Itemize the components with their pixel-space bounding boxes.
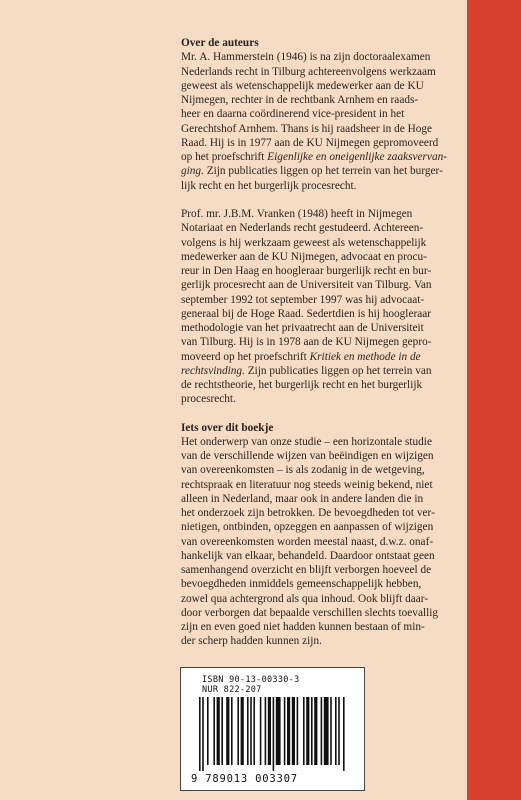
back-cover-text bbox=[181, 36, 467, 649]
text-line: alleen in Nederland, maar ook in andere landen die in bbox=[181, 492, 424, 505]
paragraph-book-summary bbox=[181, 435, 467, 649]
barcode-bar bbox=[247, 697, 249, 765]
text-line: moveerd op het proefschrift bbox=[181, 350, 310, 363]
thesis-title-italic: Eigenlijke en oneigenlijke zaaksvervan- bbox=[267, 151, 448, 163]
barcode-bar bbox=[335, 697, 337, 765]
barcode-bar bbox=[330, 697, 332, 765]
barcode-bar bbox=[199, 697, 201, 771]
text-line: van overeenkomsten – is als zodanig in de wetgeving, bbox=[181, 464, 425, 477]
text-line: procesrecht. bbox=[181, 393, 236, 406]
text-line: gerlijk procesrecht aan de Universiteit van Tilburg. Van bbox=[181, 279, 432, 292]
barcode-bar bbox=[321, 697, 323, 765]
barcode-bar bbox=[250, 697, 252, 765]
text-line: medewerker aan de KU Nijmegen, advocaat en procu- bbox=[181, 250, 427, 263]
text-line: geweest als wetenschappelijk medewerker aan de KU bbox=[181, 79, 424, 92]
barcode-bar bbox=[287, 697, 290, 765]
text-line: nietigen, ontbinden, opzeggen en aanpassen of wijzigen bbox=[181, 521, 434, 534]
text-line: van Tilburg. Hij is in 1978 aan de KU Nijmegen gepro- bbox=[181, 336, 432, 349]
text-line: Mr. A. Hammerstein (1946) is na zijn doctoraalexamen bbox=[181, 51, 431, 64]
barcode-bar bbox=[221, 697, 223, 765]
barcode-bar bbox=[343, 697, 345, 771]
barcode-bar bbox=[311, 697, 313, 765]
text-line: september 1992 tot september 1997 was hij advocaat- bbox=[181, 293, 425, 306]
thesis-title-italic: rechtsvinding. bbox=[181, 364, 245, 377]
text-line: generaal bij de Hoge Raad. Sedertdien is hij hoogleraar bbox=[181, 307, 432, 320]
text-line: der scherp hadden kunnen zijn. bbox=[181, 635, 322, 648]
barcode-bar bbox=[207, 697, 209, 765]
barcode-bar bbox=[241, 697, 244, 765]
nur-text: NUR 822-207 bbox=[202, 685, 262, 695]
paragraph-vranken bbox=[181, 207, 467, 407]
barcode-bar bbox=[253, 697, 255, 765]
barcode-bar bbox=[324, 697, 329, 765]
text-line: de rechtstheorie, het burgerlijk recht en het burgerlijk bbox=[181, 379, 423, 391]
barcode-bar bbox=[292, 697, 295, 765]
barcode-bar bbox=[306, 697, 309, 765]
barcode-bar bbox=[338, 697, 340, 765]
barcode-bar bbox=[217, 697, 220, 765]
text-line: hankelijk van elkaar, behandeld. Daardoor ontstaat geen bbox=[181, 549, 435, 562]
barcode-bar bbox=[303, 697, 305, 765]
barcode-bar bbox=[268, 697, 271, 765]
text-line: lijk recht en het burgerlijk procesrecht. bbox=[181, 179, 357, 192]
barcode-bar bbox=[226, 697, 229, 765]
text-line: volgens is hij werkzaam geweest als wetenschappelijk bbox=[181, 236, 427, 249]
barcode-label bbox=[180, 667, 365, 791]
text-line: samenhangend overzicht en blijft verborgen hoeveel de bbox=[181, 564, 432, 576]
barcode-bar bbox=[265, 697, 267, 765]
text-line: Gerechtshof Arnhem. Thans is hij raadsheer in de Hoge bbox=[181, 122, 433, 135]
text-line: rechtspraak en literatuur nog steeds weinig bekend, niet bbox=[181, 478, 433, 491]
text-line: zijn en even goed niet hadden kunnen bestaan of min- bbox=[181, 621, 425, 633]
text-line: reur in Den Haag en hoogleraar burgerlijk recht en bur- bbox=[181, 265, 432, 277]
text-line: Notariaat en Nederlands recht gestudeerd. Achtereen- bbox=[181, 222, 424, 235]
text-line: zowel qua achtergrond als qua inhoud. Ook blijft daar- bbox=[181, 592, 429, 605]
text-line: door verborgen dat bepaalde verschillen slechts toevallig bbox=[181, 606, 439, 619]
paragraph-hammerstein bbox=[181, 50, 467, 193]
barcode-bar bbox=[202, 697, 204, 771]
text-line: bevoegdheden inmiddels gemeenschappelijk hebben, bbox=[181, 578, 422, 591]
text-line: Zijn publicaties liggen op het terrein van het burger- bbox=[203, 165, 443, 178]
text-line: van de verschillende wijzen van beëindigen en wijzigen bbox=[181, 450, 434, 462]
barcode-bar bbox=[314, 697, 317, 765]
thesis-title-italic: Kritiek en methode in de bbox=[309, 350, 421, 363]
text-line: van overeenkomsten worden meestal naast, d.w.z. onaf- bbox=[181, 535, 434, 548]
barcode-bar bbox=[297, 697, 299, 765]
text-line: Zijn publicaties liggen op het terrein van bbox=[244, 364, 432, 377]
text-line: Het onderwerp van onze studie – een horizontale studie bbox=[181, 435, 432, 448]
isbn-text: ISBN 90-13-00330-3 bbox=[202, 675, 300, 685]
text-line: Raad. Hij is in 1977 aan de KU Nijmegen gepromoveerd bbox=[181, 136, 439, 149]
heading-authors: Over de auteurs bbox=[181, 37, 259, 49]
text-line: methodologie van het privaatrecht aan de Universiteit bbox=[181, 322, 424, 334]
text-line: heer en daarna coördinerend vice-president in het bbox=[181, 108, 405, 121]
thesis-title-italic: ging. bbox=[181, 165, 204, 178]
text-line: op het proefschrift bbox=[181, 151, 268, 163]
heading-about-book: Iets over dit boekje bbox=[181, 421, 274, 434]
barcode-bar bbox=[273, 697, 275, 771]
barcode-bars bbox=[193, 697, 353, 773]
barcode-bar bbox=[276, 697, 281, 765]
text-line: Nederlands recht in Tilburg achtereenvolgens werkzaam bbox=[181, 65, 436, 78]
ean-digits: 9 789013 003307 bbox=[191, 773, 298, 785]
barcode-bar bbox=[237, 697, 239, 765]
text-line: het onderzoek zijn betrokken. De bevoegdheden tot ver- bbox=[181, 507, 435, 519]
barcode-bar bbox=[284, 697, 286, 765]
barcode-bar bbox=[260, 697, 262, 765]
barcode-bar bbox=[231, 697, 233, 765]
text-line: Nijmegen, rechter in de rechtbank Arnhem en raads- bbox=[181, 94, 419, 106]
red-side-band bbox=[467, 0, 521, 800]
barcode-bar bbox=[213, 697, 215, 765]
text-line: Prof. mr. J.B.M. Vranken (1948) heeft in Nijmegen bbox=[181, 208, 413, 220]
